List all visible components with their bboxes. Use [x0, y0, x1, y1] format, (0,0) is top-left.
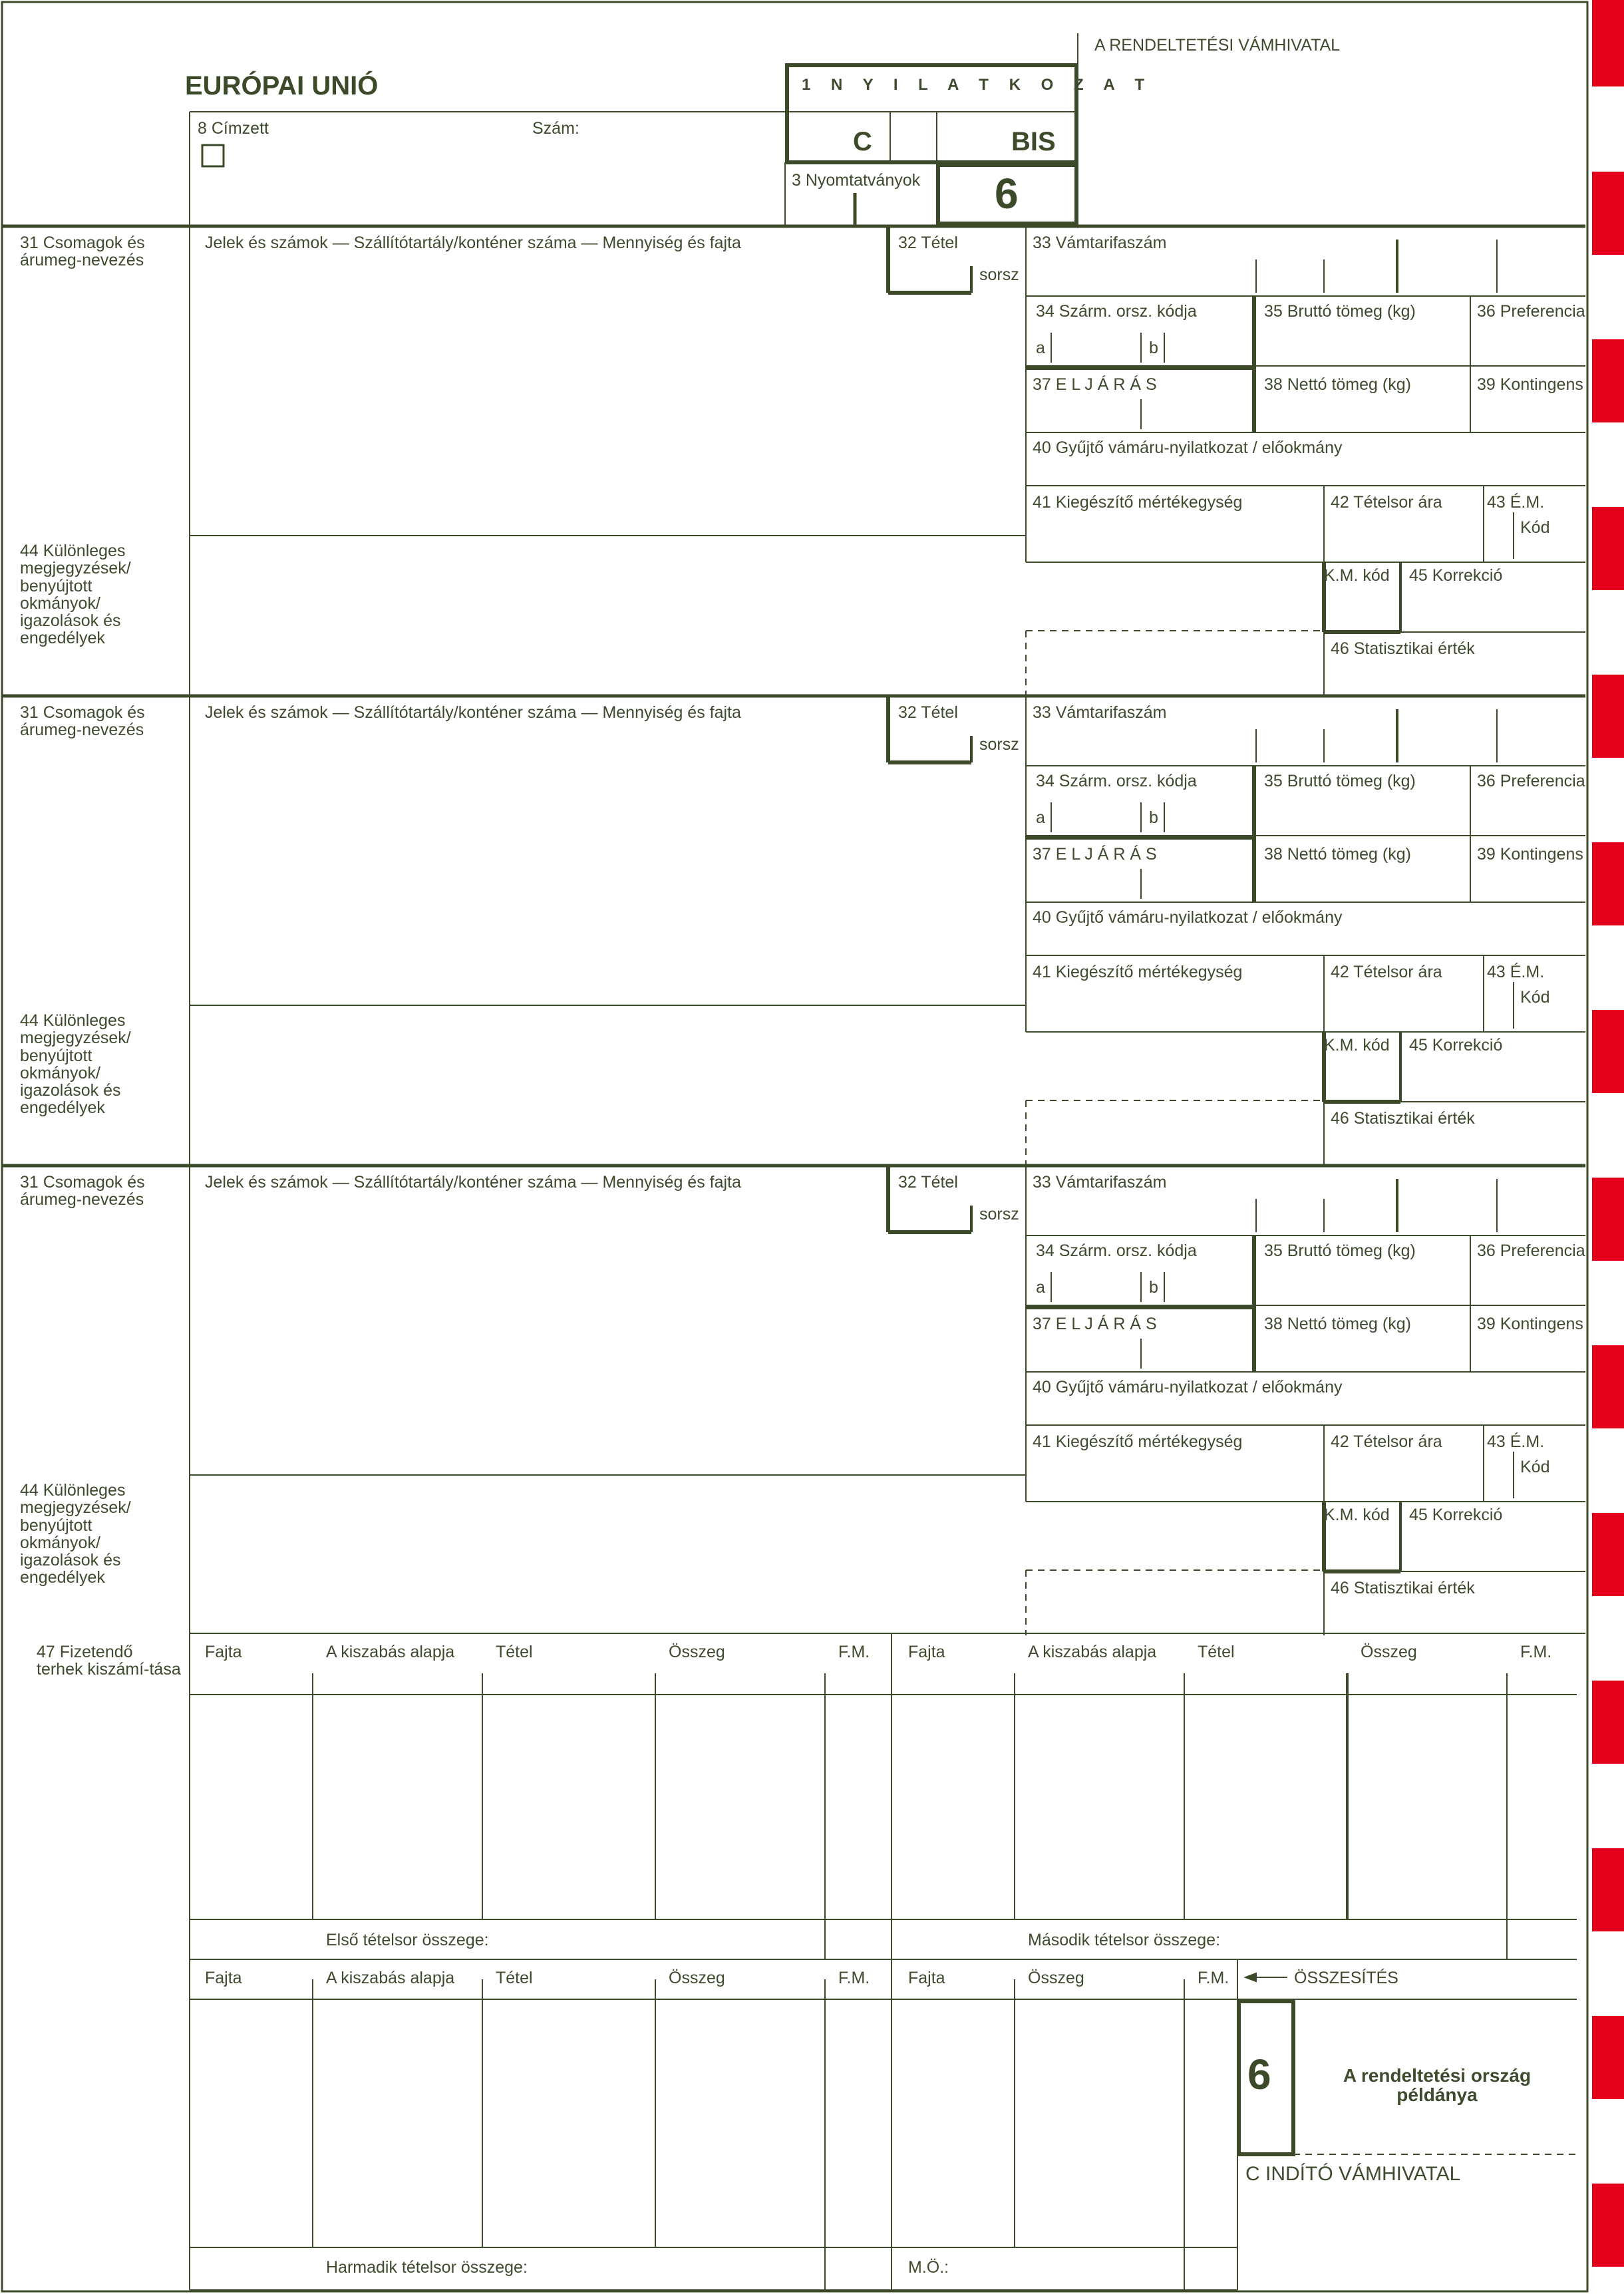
gross-mass-label: 35 Bruttó tömeg (kg) [1264, 1241, 1416, 1260]
code-label: Kód [1520, 1458, 1550, 1476]
col-rate: Tétel [496, 1643, 533, 1661]
third-total: Harmadik tételsor összege: [326, 2258, 528, 2277]
km-code-label: K.M. kód [1324, 566, 1390, 585]
departure-office-label: C INDÍTÓ VÁMHIVATAL [1245, 2163, 1461, 2185]
correction-label: 45 Korrekció [1409, 1036, 1503, 1055]
item-price-label: 42 Tételsor ára [1331, 963, 1442, 981]
gross-mass-label: 35 Bruttó tömeg (kg) [1264, 772, 1416, 790]
code-label: Kód [1520, 988, 1550, 1007]
code-label: Kód [1520, 518, 1550, 537]
origin-b-label: b [1149, 808, 1158, 827]
col-type: Fajta [908, 1643, 945, 1661]
item-label: 32 Tétel [898, 703, 958, 722]
marks-label: Jelek és számok — Szállítótartály/konténer száma — Mennyiség és fajta [205, 234, 741, 252]
col-mp: F.M. [1520, 1643, 1552, 1661]
origin-a-label: a [1036, 339, 1045, 357]
summary-declaration-label: 40 Gyűjtő vámáru-nyilatkozat / előokmány [1033, 438, 1343, 457]
charges-label: 47 Fizetendő terhek kiszámí-tása [37, 1643, 181, 1679]
correction-label: 45 Korrekció [1409, 1506, 1503, 1524]
origin-a-label: a [1036, 1278, 1045, 1297]
em-label: 43 É.M. [1487, 1432, 1545, 1451]
marks-label: Jelek és számok — Szállítótartály/konténer száma — Mennyiség és fajta [205, 1173, 741, 1192]
col-mp: F.M. [1198, 1969, 1229, 1987]
destination-office-label: A RENDELTETÉSI VÁMHIVATAL [1094, 36, 1341, 55]
number-label: Szám: [532, 119, 579, 138]
origin-b-label: b [1149, 1278, 1158, 1297]
col-type: Fajta [205, 1643, 242, 1661]
procedure-label: 37 E L J Á R Á S [1033, 1315, 1157, 1333]
statistical-value-label: 46 Statisztikai érték [1331, 1579, 1475, 1597]
origin-b-label: b [1149, 339, 1158, 357]
summary-declaration-label: 40 Gyűjtő vámáru-nyilatkozat / előokmány [1033, 908, 1343, 927]
col-amount: Összeg [1028, 1969, 1084, 1987]
second-total: Második tételsor összege: [1028, 1931, 1221, 1949]
preference-label: 36 Preferencia [1477, 302, 1585, 321]
col-base: A kiszabás alapja [1028, 1643, 1157, 1661]
hs-code-label: 33 Vámtarifaszám [1033, 703, 1167, 722]
col-rate: Tétel [1198, 1643, 1235, 1661]
item-price-label: 42 Tételsor ára [1331, 1432, 1442, 1451]
col-type: Fajta [908, 1969, 945, 1987]
serial-label: sorsz [979, 1205, 1019, 1224]
hs-code-label: 33 Vámtarifaszám [1033, 1173, 1167, 1192]
col-mp: F.M. [838, 1643, 870, 1661]
km-code-label: K.M. kód [1324, 1506, 1390, 1524]
item-label: 32 Tétel [898, 234, 958, 252]
copy-number: 6 [1247, 2050, 1271, 2098]
summary-label: ÖSSZESÍTÉS [1294, 1969, 1398, 1987]
mo-label: M.Ö.: [908, 2258, 949, 2277]
first-total: Első tételsor összege: [326, 1931, 489, 1949]
quota-label: 39 Kontingens [1477, 845, 1583, 864]
statistical-value-label: 46 Statisztikai érték [1331, 639, 1475, 658]
summary-declaration-label: 40 Gyűjtő vámáru-nyilatkozat / előokmány [1033, 1378, 1343, 1396]
col-mp: F.M. [838, 1969, 870, 1987]
packages-label: 31 Csomagok és árumeg-nevezés [20, 234, 145, 270]
col-amount: Összeg [669, 1969, 725, 1987]
consignee-label: 8 Címzett [198, 119, 269, 138]
col-rate: Tétel [496, 1969, 533, 1987]
procedure-label: 37 E L J Á R Á S [1033, 375, 1157, 394]
net-mass-label: 38 Nettó tömeg (kg) [1264, 375, 1411, 394]
marks-label: Jelek és számok — Szállítótartály/konténer száma — Mennyiség és fajta [205, 703, 741, 722]
declaration-c: C [853, 127, 872, 156]
special-mentions-label: 44 Különleges megjegyzések/ benyújtott okmányok/ igazolások és engedélyek [20, 1481, 131, 1587]
forms-value: 6 [995, 170, 1019, 218]
declaration-bis: BIS [1011, 127, 1056, 156]
em-label: 43 É.M. [1487, 963, 1545, 981]
col-base: A kiszabás alapja [326, 1969, 455, 1987]
hs-code-label: 33 Vámtarifaszám [1033, 234, 1167, 252]
origin-label: 34 Szárm. orsz. kódja [1036, 772, 1197, 790]
supplementary-units-label: 41 Kiegészítő mértékegység [1033, 493, 1243, 512]
em-label: 43 É.M. [1487, 493, 1545, 512]
col-amount: Összeg [669, 1643, 725, 1661]
packages-label: 31 Csomagok és árumeg-nevezés [20, 703, 145, 740]
preference-label: 36 Preferencia [1477, 1241, 1585, 1260]
quota-label: 39 Kontingens [1477, 1315, 1583, 1333]
forms-label: 3 Nyomtatványok [792, 171, 921, 190]
supplementary-units-label: 41 Kiegészítő mértékegység [1033, 963, 1243, 981]
quota-label: 39 Kontingens [1477, 375, 1583, 394]
supplementary-units-label: 41 Kiegészítő mértékegység [1033, 1432, 1243, 1451]
col-type: Fajta [205, 1969, 242, 1987]
page-title: EURÓPAI UNIÓ [185, 71, 379, 100]
origin-label: 34 Szárm. orsz. kódja [1036, 302, 1197, 321]
km-code-label: K.M. kód [1324, 1036, 1390, 1055]
procedure-label: 37 E L J Á R Á S [1033, 845, 1157, 864]
special-mentions-label: 44 Különleges megjegyzések/ benyújtott okmányok/ igazolások és engedélyek [20, 542, 131, 648]
gross-mass-label: 35 Bruttó tömeg (kg) [1264, 302, 1416, 321]
special-mentions-label: 44 Különleges megjegyzések/ benyújtott okmányok/ igazolások és engedélyek [20, 1011, 131, 1118]
copy-label: A rendeltetési ország példánya [1343, 2065, 1532, 2106]
correction-label: 45 Korrekció [1409, 566, 1503, 585]
serial-label: sorsz [979, 735, 1019, 754]
preference-label: 36 Preferencia [1477, 772, 1585, 790]
item-price-label: 42 Tételsor ára [1331, 493, 1442, 512]
col-base: A kiszabás alapja [326, 1643, 455, 1661]
declaration-label: 1 N Y I L A T K O Z A T [802, 76, 1153, 94]
origin-label: 34 Szárm. orsz. kódja [1036, 1241, 1197, 1260]
item-label: 32 Tétel [898, 1173, 958, 1192]
origin-a-label: a [1036, 808, 1045, 827]
serial-label: sorsz [979, 265, 1019, 284]
packages-label: 31 Csomagok és árumeg-nevezés [20, 1173, 145, 1210]
net-mass-label: 38 Nettó tömeg (kg) [1264, 1315, 1411, 1333]
col-amount: Összeg [1361, 1643, 1417, 1661]
net-mass-label: 38 Nettó tömeg (kg) [1264, 845, 1411, 864]
statistical-value-label: 46 Statisztikai érték [1331, 1109, 1475, 1128]
